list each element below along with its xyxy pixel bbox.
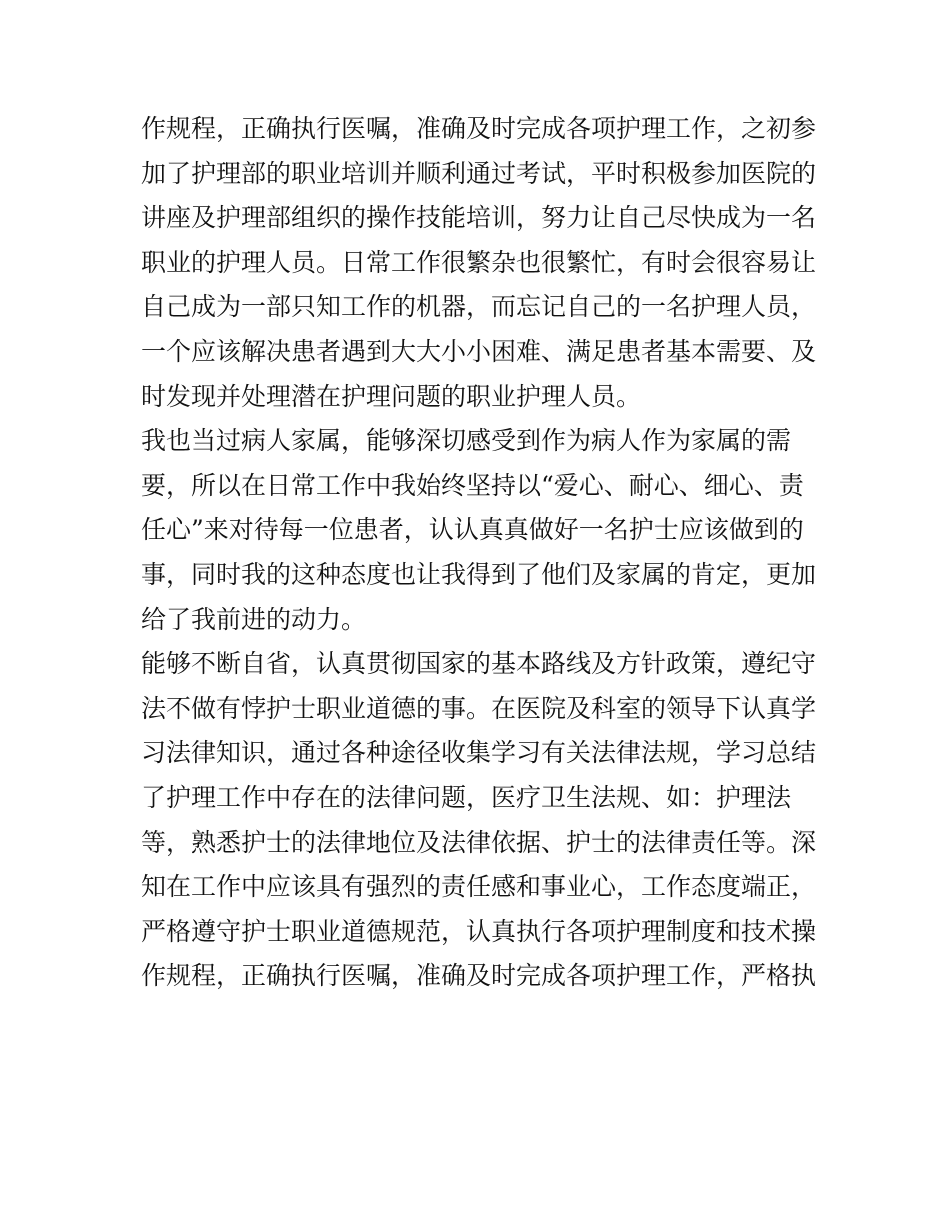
text-line: 职业的护理人员。日常工作很繁杂也很繁忙，有时会很容易让	[141, 247, 817, 277]
text-line: 给了我前进的动力。	[141, 604, 367, 634]
text-line: 等，熟悉护士的法律地位及法律依据、护士的法律责任等。深	[141, 827, 817, 857]
text-line: 事，同时我的这种态度也让我得到了他们及家属的肯定，更加	[141, 559, 817, 589]
text-line: 严格遵守护士职业道德规范，认真执行各项护理制度和技术操	[141, 916, 817, 946]
text-line: 法不做有悖护士职业道德的事。在医院及科室的领导下认真学	[141, 693, 817, 723]
text-line: 加了护理部的职业培训并顺利通过考试，平时积极参加医院的	[141, 158, 817, 188]
text-line: 讲座及护理部组织的操作技能培训，努力让自己尽快成为一名	[141, 203, 817, 233]
text-line: 自己成为一部只知工作的机器，而忘记自己的一名护理人员，	[141, 292, 817, 322]
text-line: 时发现并处理潜在护理问题的职业护理人员。	[141, 381, 642, 411]
text-line: 作规程，正确执行医嘱，准确及时完成各项护理工作，之初参	[141, 114, 817, 143]
text-line: 任心”来对待每一位患者，认认真真做好一名护士应该做到的	[141, 515, 804, 545]
text-line: 习法律知识，通过各种途径收集学习有关法律法规，学习总结	[141, 738, 817, 768]
text-line: 作规程，正确执行医嘱，准确及时完成各项护理工作，严格执	[141, 961, 817, 991]
text-line: 能够不断自省，认真贯彻国家的基本路线及方针政策，遵纪守	[141, 649, 817, 679]
text-line: 知在工作中应该具有强烈的责任感和事业心，工作态度端正，	[141, 872, 817, 902]
document-body	[141, 107, 821, 999]
text-line: 要，所以在日常工作中我始终坚持以“爱心、耐心、细心、责	[141, 470, 804, 500]
text-line: 了护理工作中存在的法律问题，医疗卫生法规、如：护理法	[141, 782, 792, 812]
text-line: 我也当过病人家属，能够深切感受到作为病人作为家属的需	[141, 426, 792, 456]
text-line: 一个应该解决患者遇到大大小小困难、满足患者基本需要、及	[141, 336, 817, 366]
